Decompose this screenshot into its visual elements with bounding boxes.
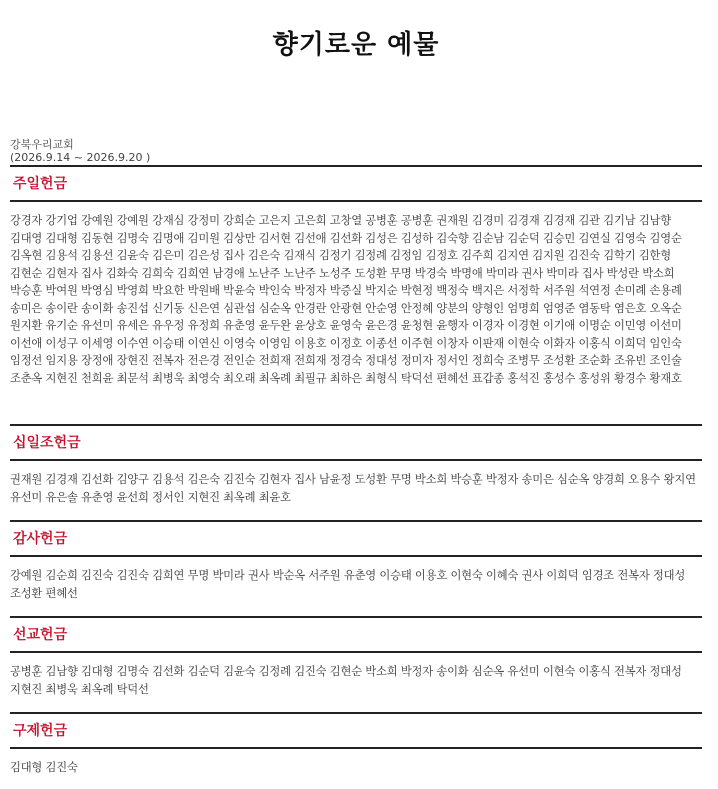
name-list-sunday: 강경자 강기업 강예원 강예원 강재심 강정미 강희순 고은지 고은희 고창열 공병훈 공병훈 권재원 김경미 김경재 김경재 김관 김기남 김남향 김대영 김대형 김동현 김명숙 김명애 김미원 김상만 김서현 김선애 김선화 김성은 김성하 김숙향 김순남 김순덕 김승민 김연실 김영숙 김영순 김옥현 김용석 김용선 김윤숙 김은미 김은성 집사 김은숙 김재식 김정기 김정례 김정임 김정호 김주희 김지연 김지원 김진숙 김학기 김한형 김현순 김현자 집사 김화숙 김희숙 김희연 남경애 노난주 노난주 노성주 도성환 무명 박경숙 박명애 박미라 권사 박미라 집사 박성란 박소희 박승훈 박여원 박영심 박영희 박요한 박원배 박윤숙 박인숙 박정자 박증실 박지순 박현정 백정숙 백지은 서정학 서주원 석연정 손미례 손용례 송미은 송이란 송이화 송진섭 신기동 신은연 심관섭 심순옥 안경란 안광현 안순영 안정혜 양분의 양형인 엄명희 엄영준 염동탁 염은호 오옥순 원지환 유기순 유선미 유세은 유우정 유정희 유춘영 윤두완 윤상호 윤영숙 윤은경 윤청현 윤행자 이경자 이경현 이기애 이명순 이민영 이선미 이선애 이성구 이세영 이수연 이승태 이연신 이영숙 이영임 이용호 이정호 이종선 이주현 이창자 이판재 이현숙 이화자 이홍식 이희덕 임인숙 임정선 임지용 장정애 장현진 전복자 전은경 전인순 전희재 전희재 정경숙 정대성 정미자 정서인 정희숙 조병무 조성환 조순화 조유빈 조인술 조춘옥 지현진 천희윤 최문석 최병욱 최영숙 최오래 최옥례 최필규 최하은 최형식 탁덕선 편혜선 표갑종 홍석진 홍성수 홍성위 황경수 황재호: [10, 214, 682, 385]
date-period: (2026.9.14 ~ 2026.9.20 ): [10, 151, 151, 164]
section-mission-offering: [10, 616, 702, 712]
section-relief-offering: [10, 712, 702, 789]
name-list-relief: 김대형 김진숙: [10, 761, 78, 774]
church-name: 강북우리교회: [10, 138, 74, 151]
section-sunday-offering: [10, 165, 702, 424]
name-list-thanks: 강예원 김순희 김진숙 김진숙 김희연 무명 박미라 권사 박순옥 서주원 유춘영 이승태 이용호 이현숙 이혜숙 권사 이희덕 임경조 전복자 정대성 조성환 편혜선: [10, 569, 686, 600]
name-list-tithe: 권재원 김경재 김선화 김양구 김용석 김은숙 김진숙 김현자 집사 남윤정 도성환 무명 박소희 박승훈 박정자 송미은 심순옥 양경희 오용수 왕지연 유선미 유은솔 유춘영 윤선희 정서인 지현진 최옥례 최윤호: [10, 473, 696, 504]
offering-page: [10, 0, 702, 789]
section-title-relief: 구제헌금: [10, 714, 702, 749]
section-tithe-offering: [10, 424, 702, 520]
name-list-mission: 공병훈 김남향 김대형 김명숙 김선화 김순덕 김윤숙 김정례 김진숙 김현순 박소희 박정자 송이화 심순옥 유선미 이현숙 이홍식 전복자 정대성 지현진 최병욱 최옥례 탁덕선: [10, 665, 682, 696]
section-title-sunday: 주일헌금: [10, 167, 702, 202]
section-title-thanks: 감사헌금: [10, 522, 702, 557]
section-title-tithe: 십일조헌금: [10, 426, 702, 461]
page-title: 향기로운 예물: [272, 30, 440, 60]
section-title-mission: 선교헌금: [10, 618, 702, 653]
section-thanks-offering: [10, 520, 702, 616]
